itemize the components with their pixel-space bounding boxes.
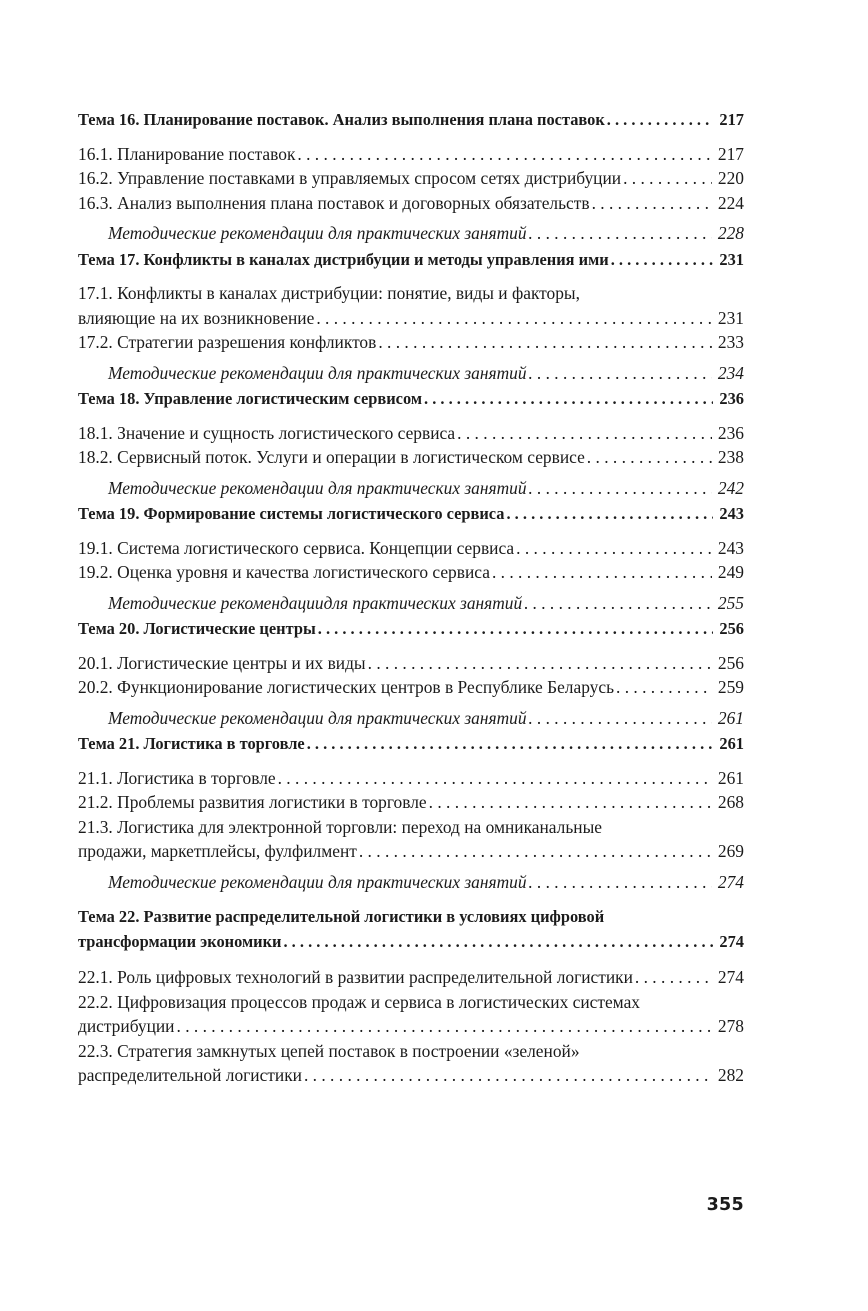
subsection-entry-title: влияющие на их возникновение (78, 307, 315, 328)
subsection-entry[interactable] (78, 536, 744, 561)
dot-leader (455, 421, 712, 446)
dot-leader (366, 651, 712, 676)
subsection-entry[interactable] (78, 560, 744, 585)
subsection-entry-title: 17.2. Стратегии разрешения конфликтов (78, 332, 377, 352)
method-recommendations-entry-title: Методические рекомендации для практических занятий (108, 707, 527, 728)
subsection-entry[interactable] (78, 790, 744, 815)
toc-section (78, 617, 744, 730)
toc-section (78, 732, 744, 894)
method-recommendations-entry-title: Методические рекомендации для практических занятий (108, 223, 527, 243)
subsection-entry[interactable] (78, 421, 744, 446)
subsection-entry-page: 274 (717, 967, 744, 987)
topic-entry[interactable] (78, 108, 744, 133)
subsection-entry-title: 16.3. Анализ выполнения плана поставок и договорных обязательств (78, 192, 590, 213)
dot-leader (527, 221, 712, 246)
topic-entry-page: 256 (719, 619, 744, 638)
dot-leader (522, 591, 712, 616)
method-recommendations-entry[interactable] (78, 591, 744, 616)
topic-entry-page: 274 (719, 931, 744, 951)
subsection-title-line: 22.3. Стратегия замкнутых цепей поставок в построении «зеленой» (78, 1040, 580, 1061)
dot-leader (175, 1014, 712, 1039)
method-recommendations-entry-page: 242 (717, 477, 744, 498)
dot-leader (490, 560, 712, 585)
method-recommendations-entry[interactable] (78, 476, 744, 501)
dot-leader (314, 306, 712, 331)
subsection-entry-title: 21.1. Логистика в торговле (78, 767, 276, 788)
subsection-entry-title: 20.2. Функционирование логистических центров в Республике Беларусь (78, 677, 615, 697)
dot-leader (527, 870, 712, 895)
subsection-entry-title: 19.1. Система логистического сервиса. Концепции сервиса (78, 537, 515, 558)
subsection-entry[interactable] (78, 1014, 744, 1039)
topic-entry-title: трансформации экономики (78, 931, 282, 951)
subsection-entry-title: 21.2. Проблемы развития логистики в торговле (78, 792, 427, 812)
topic-entry-title: Тема 18. Управление логистическим сервисом (78, 389, 422, 408)
topic-entry[interactable] (78, 502, 744, 527)
topic-entry-page: 236 (719, 389, 744, 408)
toc-section (78, 905, 744, 1088)
topic-entry-title: Тема 19. Формирование системы логистического сервиса (78, 504, 505, 523)
toc-section (78, 248, 744, 386)
subsection-entry-page: 231 (717, 307, 744, 328)
method-recommendations-entry-title: Методические рекомендации для практических занятий (108, 362, 527, 383)
subsection-entry-page: 238 (717, 447, 744, 467)
topic-entry-page: 261 (719, 734, 744, 753)
subsection-entry[interactable] (78, 965, 744, 990)
subsection-entry-page: 236 (717, 422, 744, 443)
dot-leader (609, 248, 714, 273)
topic-entry[interactable] (78, 930, 744, 955)
dot-leader (527, 706, 712, 731)
dot-leader (276, 766, 712, 791)
dot-leader (302, 1063, 712, 1088)
topic-entry-title: Тема 21. Логистика в торговле (78, 734, 305, 753)
subsection-entry-title: 16.1. Планирование поставок (78, 143, 296, 164)
dot-leader (305, 732, 714, 757)
dot-leader (427, 790, 712, 815)
method-recommendations-entry[interactable] (78, 870, 744, 895)
method-recommendations-entry-page: 228 (717, 223, 744, 243)
dot-leader (514, 536, 712, 561)
subsection-entry-page: 268 (717, 792, 744, 812)
table-of-contents (78, 108, 744, 1088)
dot-leader (357, 839, 712, 864)
dot-leader (316, 617, 714, 642)
subsection-entry[interactable] (78, 675, 744, 700)
subsection-entry-title: 18.1. Значение и сущность логистического сервиса (78, 422, 456, 443)
method-recommendations-entry-title: Методические рекомендации для практических занятий (108, 477, 527, 498)
subsection-entry-page: 233 (717, 332, 744, 352)
toc-section (78, 108, 744, 246)
method-recommendations-entry-title: Методические рекомендациидля практических занятий (108, 592, 523, 613)
dot-leader (590, 191, 712, 216)
subsection-entry[interactable] (78, 651, 744, 676)
topic-entry[interactable] (78, 248, 744, 273)
method-recommendations-entry-page: 261 (717, 707, 744, 728)
dot-leader (621, 166, 712, 191)
subsection-entry-page: 220 (717, 168, 744, 188)
topic-entry-page: 217 (719, 110, 744, 129)
subsection-entry-title: дистрибуции (78, 1016, 175, 1036)
subsection-entry-page: 261 (717, 767, 744, 788)
method-recommendations-entry-page: 234 (717, 362, 744, 383)
dot-leader (527, 361, 712, 386)
subsection-entry-title: 16.2. Управление поставками в управляемых спросом сетях дистрибуции (78, 168, 622, 188)
subsection-entry[interactable] (78, 839, 744, 864)
subsection-entry-title: распределительной логистики (78, 1065, 302, 1085)
subsection-entry-title: 22.1. Роль цифровых технологий в развитии распределительной логистики (78, 967, 633, 987)
subsection-entry-page: 217 (717, 143, 744, 164)
subsection-entry[interactable] (78, 306, 744, 331)
method-recommendations-entry[interactable] (78, 361, 744, 386)
topic-entry[interactable] (78, 617, 744, 642)
method-recommendations-entry[interactable] (78, 221, 744, 246)
dot-leader (376, 330, 712, 355)
topic-entry-page: 231 (719, 249, 744, 269)
subsection-entry-page: 224 (717, 192, 744, 213)
subsection-entry-title: 19.2. Оценка уровня и качества логистического сервиса (78, 562, 490, 582)
dot-leader (585, 445, 712, 470)
subsection-entry[interactable] (78, 166, 744, 191)
subsection-entry[interactable] (78, 330, 744, 355)
subsection-title-line: 17.1. Конфликты в каналах дистрибуции: понятие, виды и факторы, (78, 283, 580, 303)
topic-entry-page: 243 (719, 504, 744, 523)
subsection-entry[interactable] (78, 766, 744, 791)
dot-leader (614, 675, 712, 700)
subsection-entry-title: 18.2. Сервисный поток. Услуги и операции в логистическом сервисе (78, 447, 585, 467)
dot-leader (422, 387, 713, 412)
subsection-entry[interactable] (78, 142, 744, 167)
topic-entry[interactable] (78, 732, 744, 757)
toc-section (78, 387, 744, 500)
subsection-entry-page: 249 (717, 562, 744, 582)
subsection-entry-page: 259 (717, 677, 744, 697)
topic-entry-title: Тема 20. Логистические центры (78, 619, 316, 638)
dot-leader (281, 930, 713, 955)
subsection-entry-page: 256 (717, 652, 744, 673)
subsection-entry-page: 269 (717, 841, 744, 861)
subsection-entry-page: 243 (717, 537, 744, 558)
toc-section (78, 502, 744, 615)
topic-title-line: Тема 22. Развитие распределительной логистики в условиях цифровой (78, 907, 605, 926)
subsection-entry[interactable] (78, 191, 744, 216)
topic-entry[interactable] (78, 387, 744, 412)
subsection-entry-page: 278 (717, 1016, 744, 1036)
subsection-entry-title: 20.1. Логистические центры и их виды (78, 652, 366, 673)
method-recommendations-entry[interactable] (78, 706, 744, 731)
dot-leader (633, 965, 712, 990)
dot-leader (504, 502, 713, 527)
topic-entry-title: Тема 17. Конфликты в каналах дистрибуции и методы управления ими (78, 249, 609, 269)
method-recommendations-entry-title: Методические рекомендации для практических занятий (108, 871, 527, 892)
dot-leader (295, 142, 712, 167)
dot-leader (605, 108, 714, 133)
subsection-title-line: 21.3. Логистика для электронной торговли: переход на омниканальные (78, 816, 603, 837)
method-recommendations-entry-page: 274 (717, 871, 744, 892)
subsection-entry[interactable] (78, 445, 744, 470)
subsection-entry-page: 282 (717, 1065, 744, 1085)
method-recommendations-entry-page: 255 (717, 592, 744, 613)
subsection-entry-title: продажи, маркетплейсы, фулфилмент (78, 841, 357, 861)
subsection-entry[interactable] (78, 1063, 744, 1088)
dot-leader (527, 476, 712, 501)
page-number: 355 (706, 1195, 744, 1215)
subsection-title-line: 22.2. Цифровизация процессов продаж и сервиса в логистических системах (78, 991, 640, 1012)
topic-entry-title: Тема 16. Планирование поставок. Анализ выполнения плана поставок (78, 110, 605, 129)
